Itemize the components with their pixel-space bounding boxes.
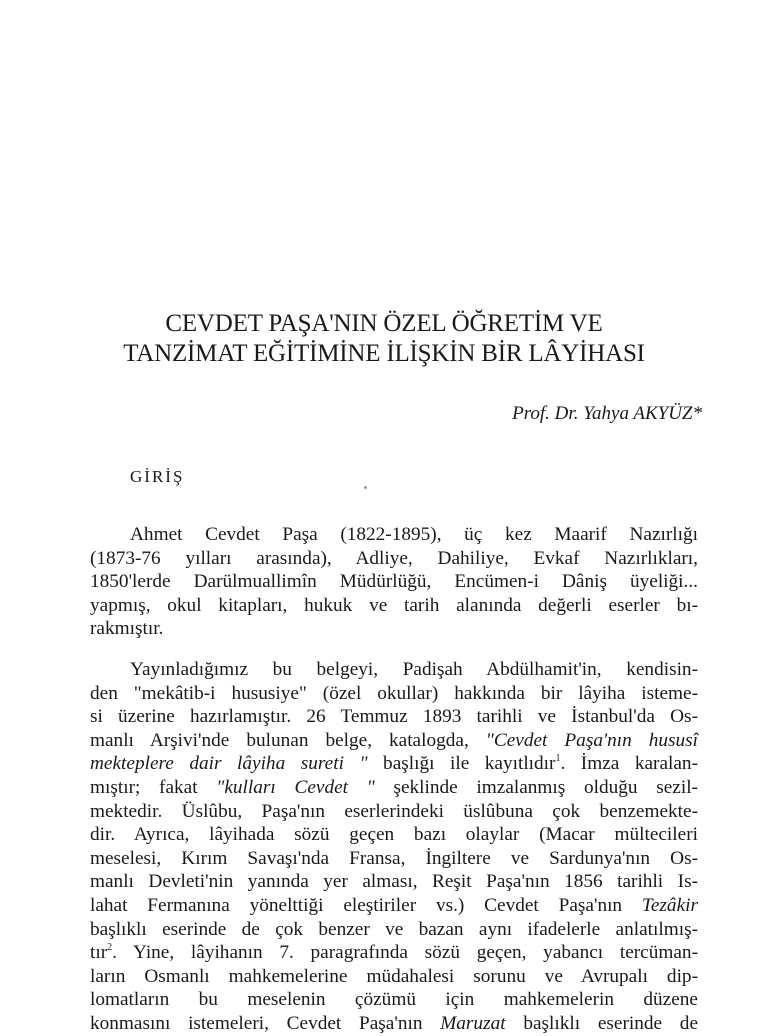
paragraph-1-line: 1850'lerde Darülmuallimîn Müdürlüğü, Encümen-i Dâniş üyeliği... xyxy=(90,571,698,593)
italic-work-title: Tezâkir xyxy=(641,894,698,916)
paragraph-2-line xyxy=(90,941,698,965)
paragraph-2-line: si üzerine hazırlamıştır. 26 Temmuz 1893 tarihli ve İstanbul'da Os- xyxy=(90,706,698,728)
paragraph-2-line xyxy=(90,894,698,918)
paragraph-2-line: başlıklı eserinde de çok benzer ve bazan aynı ifadelerle anlatılmış- xyxy=(90,918,698,940)
text-run: mıştır; fakat xyxy=(90,776,198,798)
italic-signature-run: "kulları Cevdet " xyxy=(216,776,375,798)
paragraph-2-line: dir. Ayrıca, lâyihada sözü geçen bazı olaylar (Macar mültecileri xyxy=(90,824,698,846)
paragraph-2 xyxy=(90,658,698,1036)
text-run: başlığı ile kayıtlıdır xyxy=(367,753,556,775)
paragraph-2-line: Yayınladığımız bu belgeyi, Padişah Abdülhamit'in, kendisin- xyxy=(130,659,698,680)
text-run: konmasını istemeleri, Cevdet Paşa'nın xyxy=(90,1012,423,1034)
article-title-line-2: TANZİMAT EĞİTİMİNE İLİŞKİN BİR LÂYİHASI xyxy=(123,340,645,367)
paragraph-2-line: meselesi, Kırım Savaşı'nda Fransa, İngiltere ve Sardunya'nın Os- xyxy=(90,847,698,869)
italic-title-run: "Cevdet Paşa'nın hususî xyxy=(485,729,698,751)
italic-title-run: mekteplere dair lâyiha sureti " xyxy=(90,753,368,775)
paragraph-2-line: mektedir. Üslûbu, Paşa'nın eserlerindeki üslûbuna çok benzemekte- xyxy=(90,800,698,822)
footnote-marker: 2 xyxy=(107,942,113,954)
paragraph-2-line xyxy=(90,752,698,776)
author-name: Prof. Dr. Yahya AKYÜZ* xyxy=(512,403,702,424)
text-run: . Yine, lâyihanın 7. paragrafında sözü geçen, yabancı tercüman- xyxy=(112,942,698,964)
paragraph-1 xyxy=(90,523,698,641)
text-run: şeklinde imzalanmış olduğu sezil- xyxy=(374,776,698,798)
italic-work-title: Maruzat xyxy=(440,1012,506,1034)
footnote-marker: 1 xyxy=(555,753,561,765)
text-run: manlı Arşivi'nde bulunan belge, katalogda, xyxy=(90,729,469,751)
paragraph-2-line: manlı Devleti'nin yanında yer alması, Reşit Paşa'nın 1856 tarihli Is- xyxy=(90,871,698,893)
article-title-line-1: CEVDET PAŞA'NIN ÖZEL ÖĞRETİM VE xyxy=(165,310,603,337)
text-run: başlıklı eserinde de xyxy=(505,1012,698,1034)
paragraph-1-line: (1873-76 yılları arasında), Adliye, Dahiliye, Evkaf Nazırlıkları, xyxy=(90,547,698,569)
paragraph-2-line xyxy=(90,729,698,753)
paragraph-2-line: ların Osmanlı mahkemelerine müdahalesi sorunu ve Avrupalı dip- xyxy=(90,965,698,987)
paragraph-2-line xyxy=(90,776,698,800)
paragraph-2-line: den "mekâtib-i hususiye" (özel okullar) hakkında bir lâyiha isteme- xyxy=(90,682,698,704)
paragraph-1-line: yapmış, okul kitapları, hukuk ve tarih alanında değerli eserler bı- xyxy=(90,594,698,616)
text-run: tır xyxy=(90,942,108,964)
paragraph-1-line: rakmıştır. xyxy=(90,618,164,640)
section-heading: GİRİŞ xyxy=(130,467,185,486)
scan-speck xyxy=(364,486,367,489)
text-run: . İmza karalan- xyxy=(560,753,698,775)
paragraph-1-line: Ahmet Cevdet Paşa (1822-1895), üç kez Maarif Nazırlığı xyxy=(130,524,698,545)
text-run: lahat Fermanına yönelttiği eleştiriler vs.) Cevdet Paşa'nın xyxy=(90,894,623,916)
paragraph-2-line: lomatların bu meselenin çözümü için mahkemelerin düzene xyxy=(90,989,698,1011)
